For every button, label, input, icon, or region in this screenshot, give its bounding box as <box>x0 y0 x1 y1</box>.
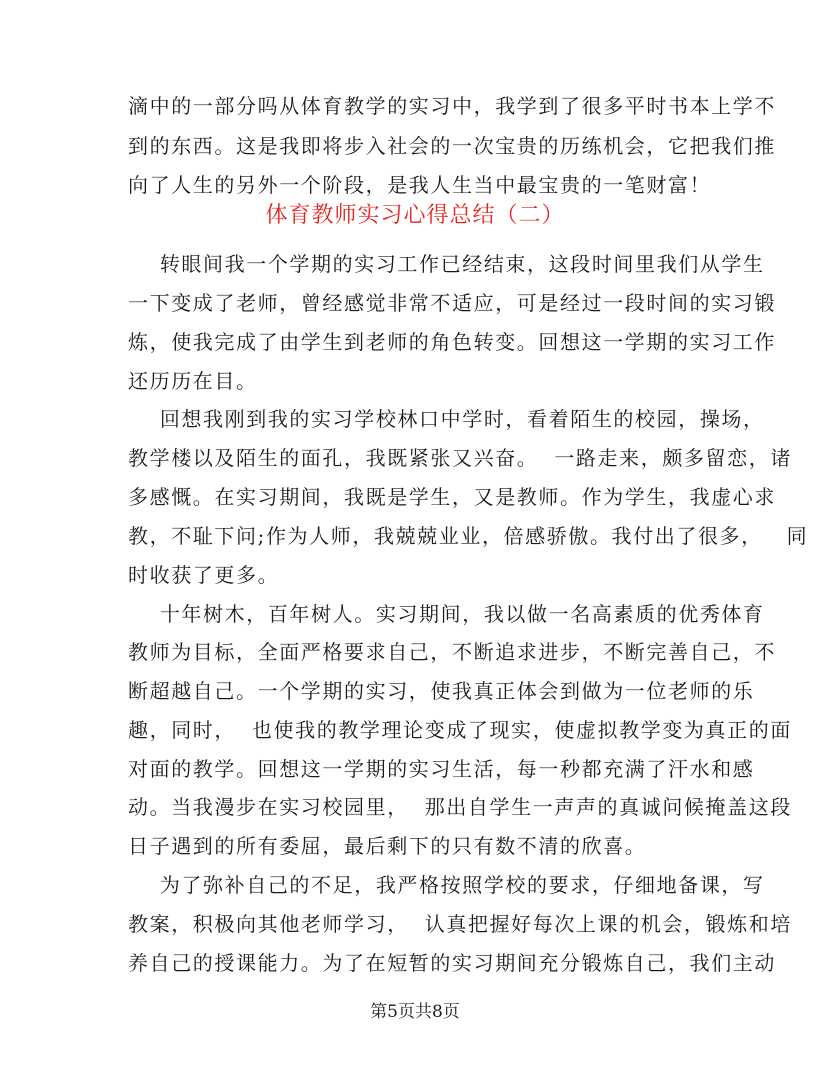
text-line: 到的东西。这是我即将步入社会的一次宝贵的历练机会，它把我们推 <box>128 134 776 158</box>
text-line: 炼，使我完成了由学生到老师的角色转变。回想这一学期的实习工作 <box>128 330 776 354</box>
text-line: 趣，同时， 也使我的教学理论变成了现实，使虚拟教学变为真正的面 <box>128 718 792 742</box>
text-line: 教案，积极向其他老师学习， 认真把握好每次上课的机会，锻炼和培 <box>128 912 792 936</box>
text-line: 养自己的授课能力。为了在短暂的实习期间充分锻炼自己，我们主动 <box>128 951 776 975</box>
text-line: 转眼间我一个学期的实习工作已经结束，这段时间里我们从学生 <box>128 252 765 276</box>
text-line: 多感慨。在实习期间，我既是学生，又是教师。作为学生，我虚心求 <box>128 485 776 509</box>
text-line: 时收获了更多。 <box>128 563 280 587</box>
text-line: 日子遇到的所有委屈，最后剩下的只有数不清的欣喜。 <box>128 834 647 858</box>
text-line: 教师为目标，全面严格要求自己，不断追求进步，不断完善自己，不 <box>128 640 776 664</box>
section-title: 体育教师实习心得总结（二） <box>265 203 565 228</box>
page-footer: 第5页共8页 <box>370 1002 460 1022</box>
text-line: 对面的教学。回想这一学期的实习生活，每一秒都充满了汗水和感 <box>128 757 755 781</box>
text-line: 十年树木，百年树人。实习期间，我以做一名高素质的优秀体育 <box>128 602 765 626</box>
text-line: 回想我刚到我的实习学校林口中学时，看着陌生的校园，操场， <box>128 407 765 431</box>
text-line: 教，不耻下问;作为人师，我兢兢业业，倍感骄傲。我付出了很多， 同 <box>128 524 809 548</box>
text-line: 教学楼以及陌生的面孔，我既紧张又兴奋。 一路走来，颇多留恋，诸 <box>128 446 792 470</box>
text-line: 为了弥补自己的不足，我严格按照学校的要求，仔细地备课，写 <box>128 873 765 897</box>
text-line: 滴中的一部分吗从体育教学的实习中，我学到了很多平时书本上学不 <box>128 94 776 118</box>
text-line: 还历历在目。 <box>128 369 258 393</box>
text-line: 向了人生的另外一个阶段，是我人生当中最宝贵的一笔财富！ <box>128 173 712 197</box>
text-line: 断超越自己。一个学期的实习，使我真正体会到做为一位老师的乐 <box>128 679 755 703</box>
text-line: 一下变成了老师，曾经感觉非常不适应，可是经过一段时间的实习锻 <box>128 291 776 315</box>
text-line: 动。当我漫步在实习校园里， 那出自学生一声声的真诚问候掩盖这段 <box>128 795 792 819</box>
